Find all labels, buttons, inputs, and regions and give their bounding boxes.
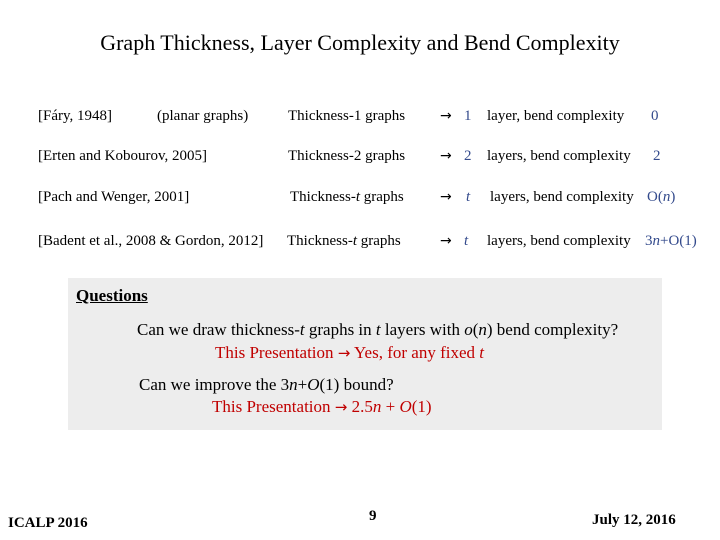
answer-2: This Presentation → 2.5n + O(1) [212,397,432,416]
planar-note: (planar graphs) [157,108,249,124]
right-arrow-icon: → [440,189,452,205]
layer-count: 2 [464,148,472,164]
reference-pach-wenger: [Pach and Wenger, 2001] [38,189,190,205]
reference-badent-gordon: [Badent et al., 2008 & Gordon, 2012] [38,233,264,249]
thickness-label: Thickness-2 graphs [288,148,406,164]
reference-fary: [Fáry, 1948] [38,108,113,124]
bend-complexity-value: O(n) [647,189,676,205]
layer-count: 1 [464,108,472,124]
thickness-label: Thickness-t graphs [290,189,404,205]
layers-text: layers, bend complexity [487,148,631,164]
bend-complexity-value: 0 [651,108,659,124]
footer-venue: ICALP 2016 [8,515,88,531]
layer-count: t [464,233,469,249]
question-2: Can we improve the 3n+O(1) bound? [139,375,394,394]
right-arrow-icon: → [440,108,452,124]
footer-date: July 12, 2016 [592,512,676,528]
right-arrow-icon: → [337,344,351,362]
thickness-label: Thickness-t graphs [287,233,401,249]
reference-erten-kobourov: [Erten and Kobourov, 2005] [38,148,207,164]
answer-1: This Presentation → Yes, for any fixed t [215,343,484,362]
slide-title: Graph Thickness, Layer Complexity and Bend Complexity [100,30,620,55]
right-arrow-icon: → [440,148,452,164]
questions-heading: Questions [76,286,148,305]
layers-text: layer, bend complexity [487,108,625,124]
bend-complexity-value: 3n+O(1) [645,233,697,249]
question-1: Can we draw thickness-t graphs in t layers with o(n) bend complexity? [137,320,619,339]
page-number: 9 [369,508,377,524]
layers-text: layers, bend complexity [487,233,631,249]
right-arrow-icon: → [440,233,452,249]
thickness-label: Thickness-1 graphs [288,108,406,124]
right-arrow-icon: → [334,398,348,416]
bend-complexity-value: 2 [653,148,661,164]
layers-text: layers, bend complexity [490,189,634,205]
layer-count: t [466,189,471,205]
